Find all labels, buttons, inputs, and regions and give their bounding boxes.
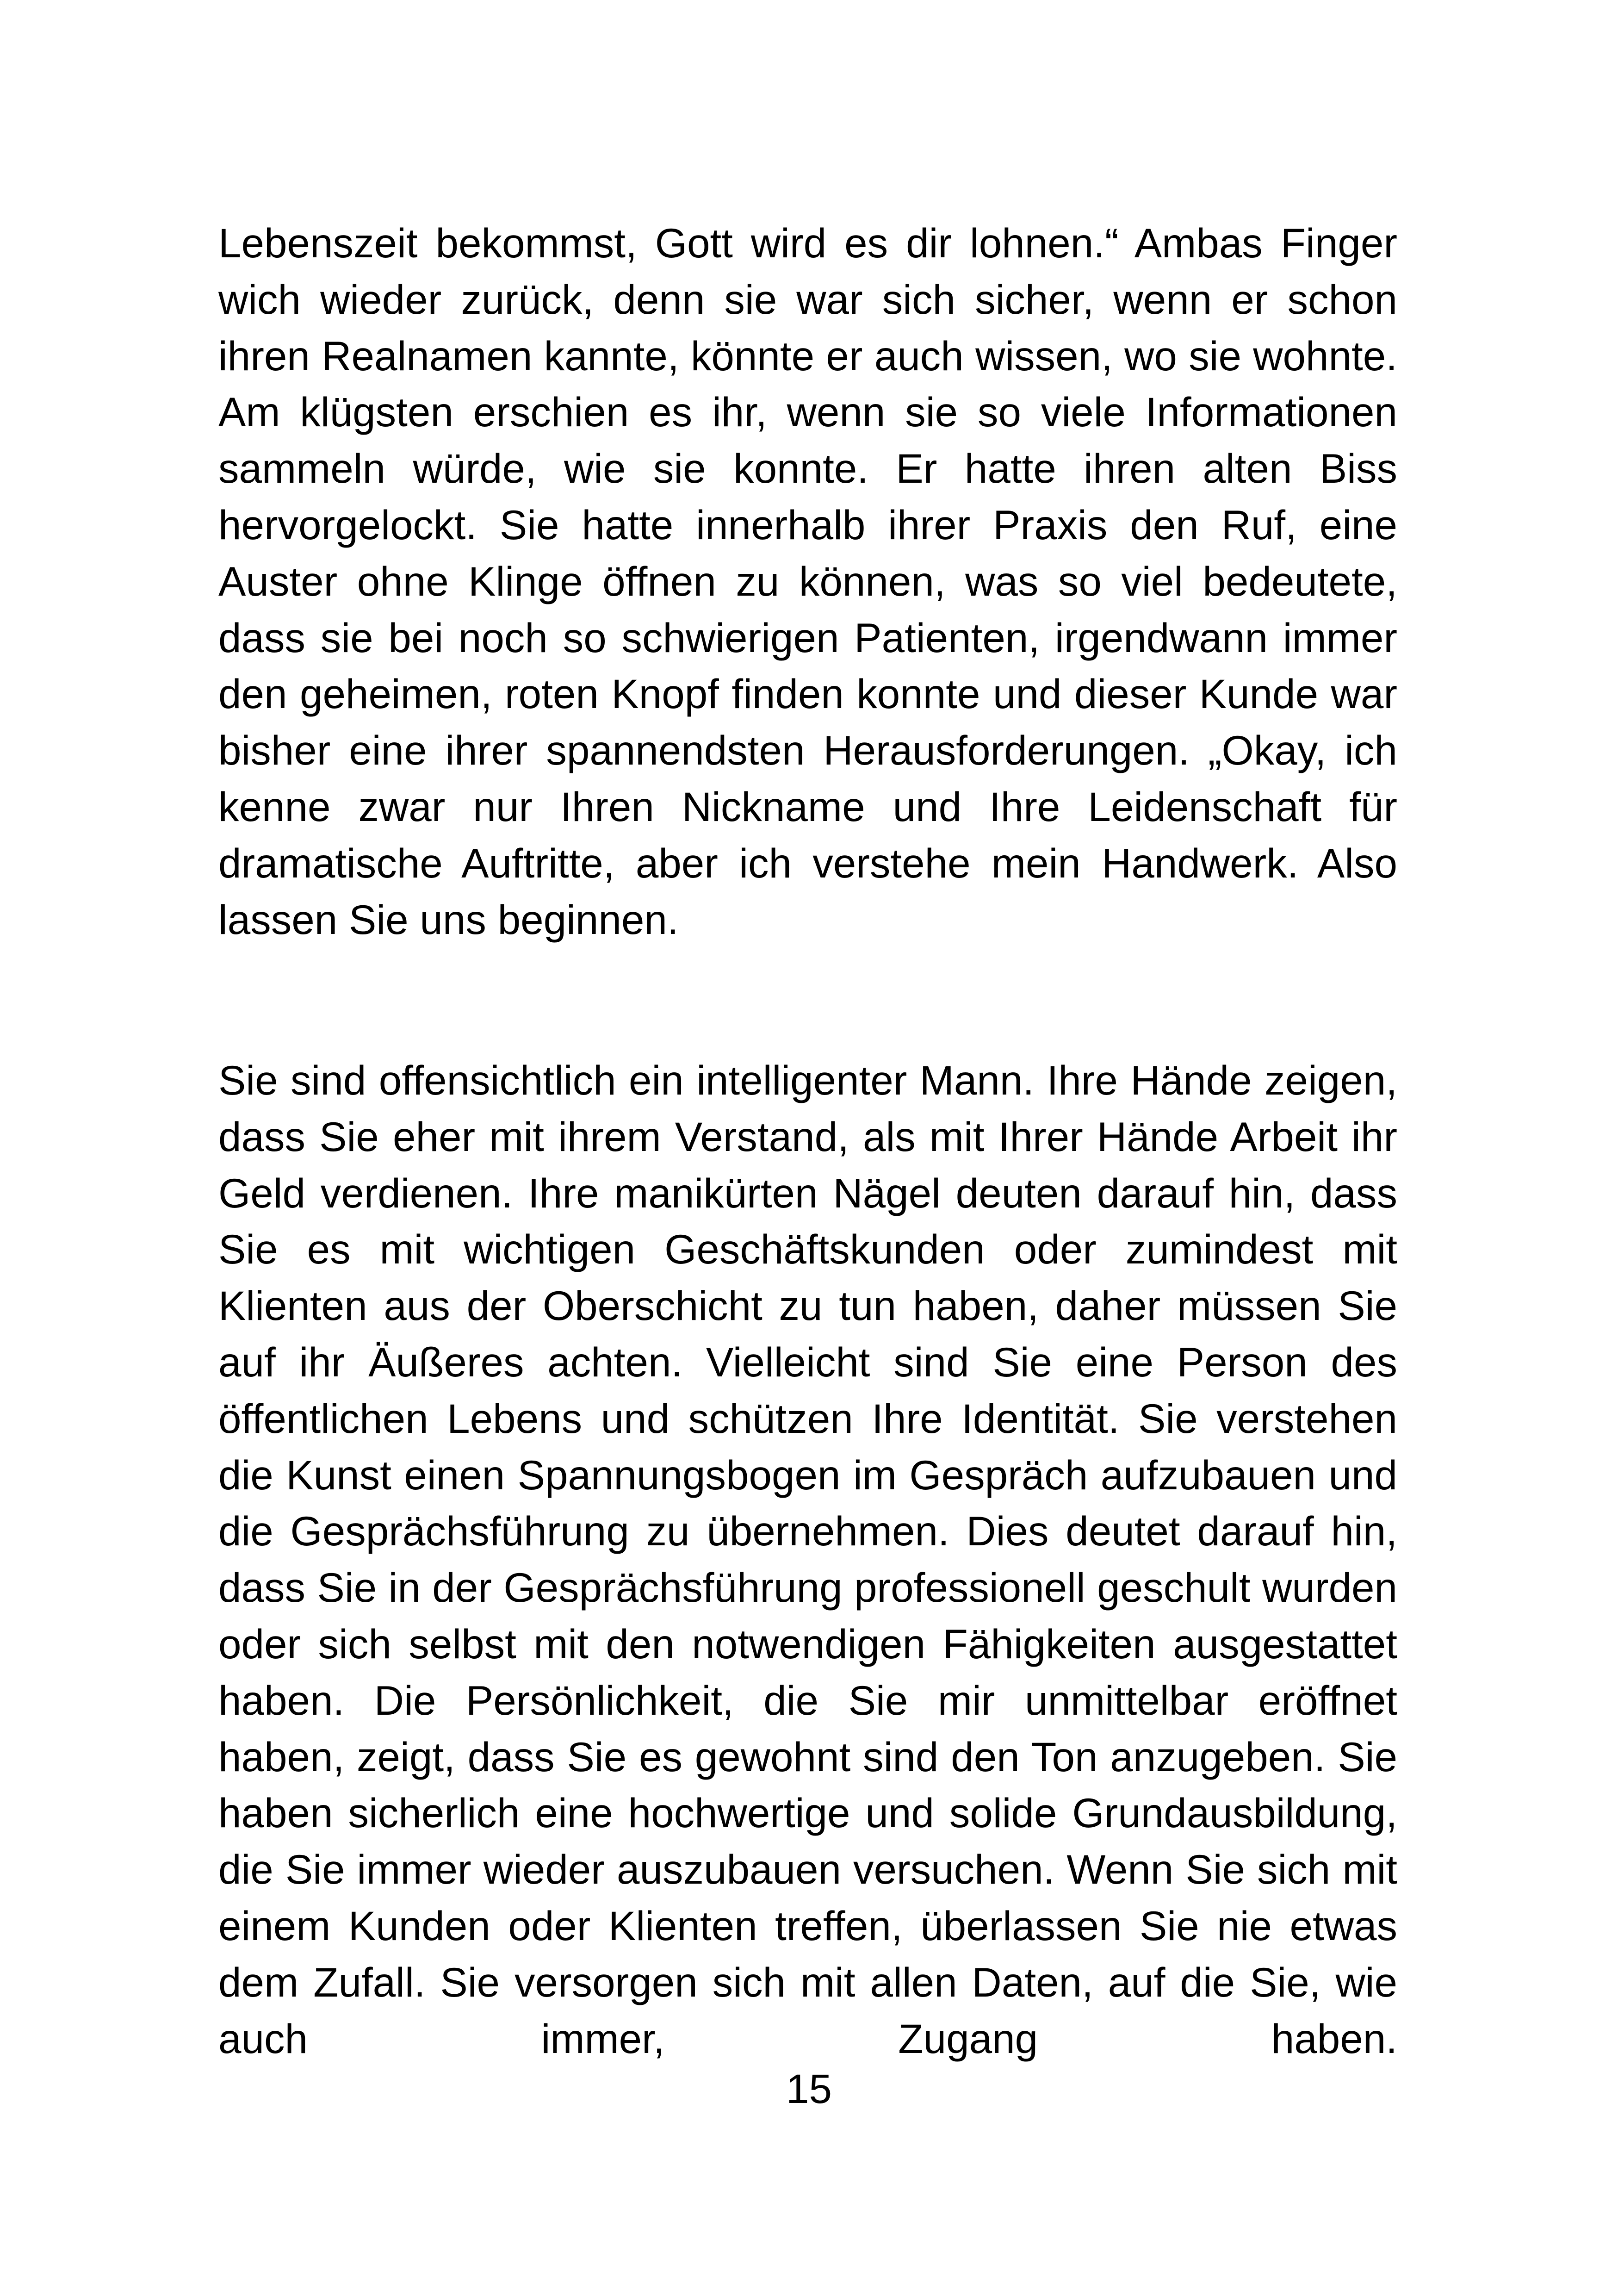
paragraph-1: Lebenszeit bekommst, Gott wird es dir lohnen.“ Ambas Finger wich wieder zurück, denn sie war sich sicher, wenn er schon ihren Realnamen kannte, könnte er auch wissen, wo sie wohnte. Am klügsten erschien es ihr, wenn sie so viele Informationen sammeln würde, wie sie konnte. Er hatte ihren alten Biss hervorgelockt. Sie hatte innerhalb ihrer Praxis den Ruf, eine Auster ohne Klinge öffnen zu können, was so viel bedeutete, dass sie bei noch so schwierigen Patienten, irgendwann immer den geheimen, roten Knopf finden konnte und dieser Kunde war bisher eine ihrer spannendsten Herausforderungen. „Okay, ich kenne zwar nur Ihren Nickname und Ihre Leidenschaft für dramatische Auftritte, aber ich verstehe mein Handwerk. Also lassen Sie uns beginnen. [218, 220, 1397, 943]
page-number: 15 [786, 2066, 832, 2112]
paragraph-2: Sie sind offensichtlich ein intelligenter Mann. Ihre Hände zeigen, dass Sie eher mit ihrem Verstand, als mit Ihrer Hände Arbeit ihr Geld verdienen. Ihre manikürten Nägel deuten darauf hin, dass Sie es mit wichtigen Geschäftskunden oder zumindest mit Klienten aus der Oberschicht zu tun haben, daher müssen Sie auf ihr Äußeres achten. Vielleicht sind Sie eine Person des öffentlichen Lebens und schützen Ihre Identität. Sie verstehen die Kunst einen Spannungsbogen im Gespräch aufzubauen und die Gesprächsführung zu übernehmen. Dies deutet darauf hin, dass Sie in der Gesprächsführung professionell geschult wurden oder sich selbst mit den notwendigen Fähigkeiten ausgestattet haben. Die Persönlichkeit, die Sie mir unmittelbar eröffnet haben, zeigt, dass Sie es gewohnt sind den Ton anzugeben. Sie haben sicherlich eine hochwertige und solide Grundausbildung, die Sie immer wieder auszubauen versuchen. Wenn Sie sich mit einem Kunden oder Klienten treffen, überlassen Sie nie etwas dem Zufall. Sie versorgen sich mit allen Daten, auf die Sie, wie auch immer, Zugang haben. [218, 1057, 1397, 2062]
